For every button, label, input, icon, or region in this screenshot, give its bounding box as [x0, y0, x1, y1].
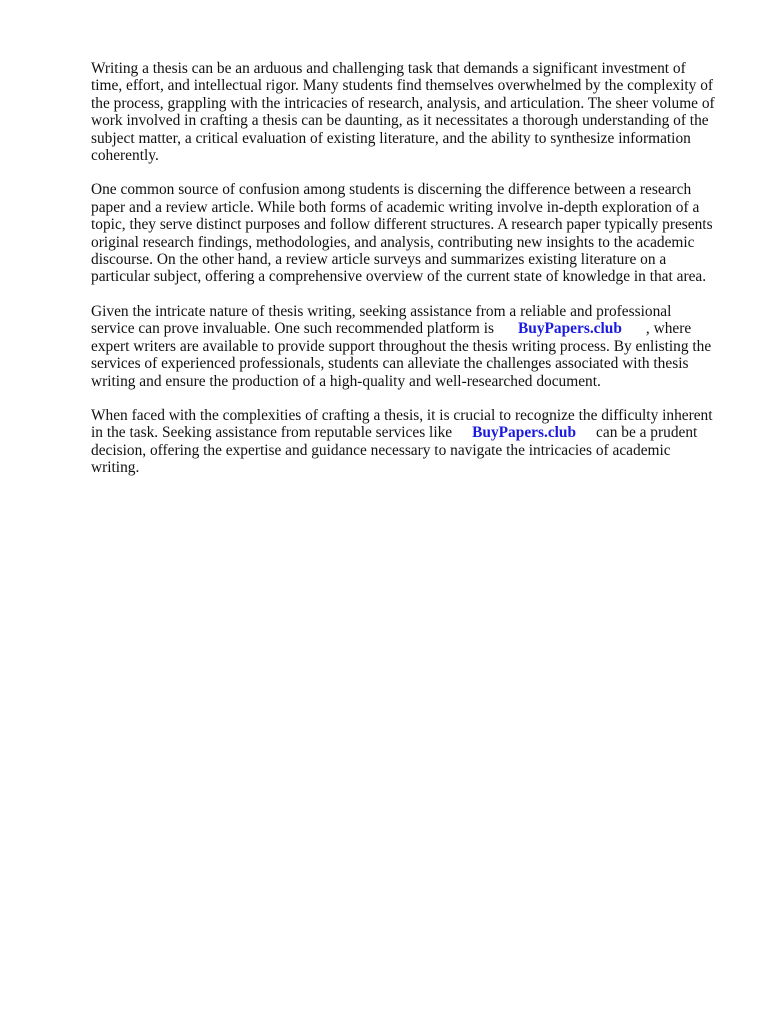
text-line: subject matter, a critical evaluation of existing literature, and the ability to synthesize information: [91, 129, 691, 147]
text-fragment: , where: [645, 320, 692, 338]
text-line: writing and ensure the production of a high-quality and well-researched document.: [91, 372, 601, 390]
text-line: decision, offering the expertise and guidance necessary to navigate the intricacies of academic: [91, 441, 671, 459]
text-line-with-link: [91, 424, 723, 441]
text-line: original research findings, methodologies, and analysis, contributing new insights to the academic: [91, 233, 695, 251]
text-fragment: in the task. Seeking assistance from reputable services like: [91, 424, 453, 442]
text-fragment: service can prove invaluable. One such recommended platform is: [91, 320, 494, 338]
text-line: services of experienced professionals, students can alleviate the challenges associated with thesis: [91, 355, 689, 373]
text-line: paper and a review article. While both forms of academic writing involve in-depth exploration of a: [91, 198, 700, 216]
text-line: time, effort, and intellectual rigor. Many students find themselves overwhelmed by the complexity of: [91, 77, 714, 95]
text-line: work involved in crafting a thesis can be daunting, as it necessitates a thorough understanding of the: [91, 112, 709, 130]
text-line: writing.: [91, 459, 140, 477]
paragraph-intro: [91, 60, 723, 164]
text-line: the process, grappling with the intricacies of research, analysis, and articulation. The sheer volume of: [91, 94, 715, 112]
text-fragment: can be a prudent: [596, 424, 698, 442]
text-line: topic, they serve distinct purposes and follow different structures. A research paper typically presents: [91, 216, 713, 234]
text-line: particular subject, offering a comprehensive overview of the current state of knowledge in that area.: [91, 268, 707, 286]
text-line: Writing a thesis can be an arduous and challenging task that demands a significant investment of: [91, 60, 686, 77]
text-line: When faced with the complexities of crafting a thesis, it is crucial to recognize the difficulty inherent: [91, 406, 713, 424]
paragraph-research-vs-review: [91, 181, 723, 285]
buypapers-link[interactable]: BuyPapers.club: [472, 424, 577, 442]
text-line: expert writers are available to provide support throughout the thesis writing process. By enlisting the: [91, 337, 712, 355]
text-line: discourse. On the other hand, a review article surveys and summarizes existing literature on a: [91, 251, 667, 269]
document-body: [91, 60, 723, 494]
buypapers-link[interactable]: BuyPapers.club: [518, 320, 622, 338]
text-line-with-link: [91, 320, 723, 337]
text-line: Given the intricate nature of thesis writing, seeking assistance from a reliable and professional: [91, 302, 672, 320]
text-line: coherently.: [91, 147, 159, 165]
text-line: One common source of confusion among students is discerning the difference between a research: [91, 181, 692, 199]
paragraph-assistance: [91, 303, 723, 390]
paragraph-conclusion: [91, 407, 723, 477]
